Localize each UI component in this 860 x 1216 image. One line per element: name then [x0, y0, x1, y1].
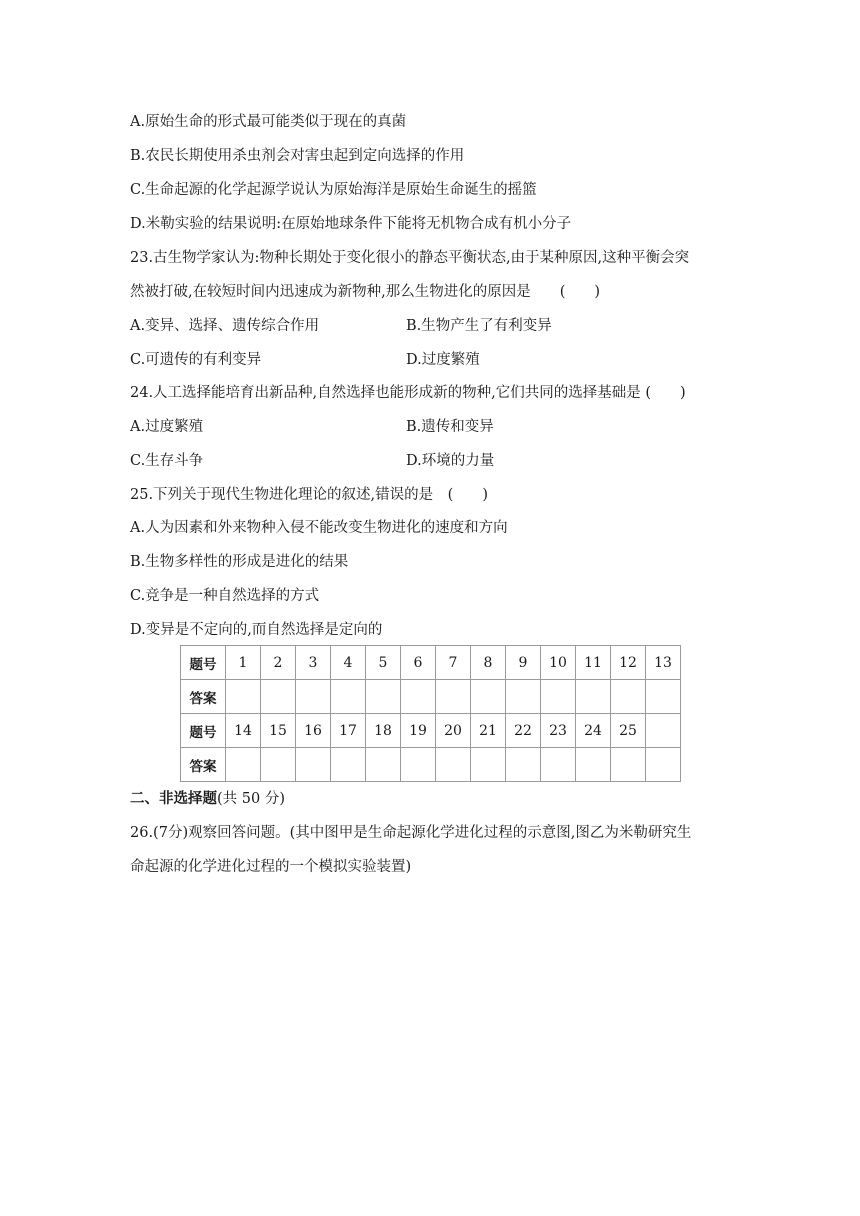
table-cell: 8: [471, 646, 506, 680]
answer-cell[interactable]: [261, 748, 296, 782]
answer-cell[interactable]: [366, 680, 401, 714]
table-cell: [646, 714, 681, 748]
answer-cell[interactable]: [261, 680, 296, 714]
table-cell: 16: [296, 714, 331, 748]
answer-cell[interactable]: [576, 748, 611, 782]
answer-cell[interactable]: [506, 680, 541, 714]
table-cell: 20: [436, 714, 471, 748]
option-line: D.环境的力量: [406, 453, 495, 469]
table-header-cell: 题号: [181, 646, 226, 680]
table-cell: 6: [401, 646, 436, 680]
question-24-text: 24.人工选择能培育出新品种,自然选择也能形成新的物种,它们共同的选择基础是 ( ): [130, 385, 686, 401]
table-cell: 23: [541, 714, 576, 748]
section-2-score: (共 50 分): [217, 791, 285, 807]
table-cell: 18: [366, 714, 401, 748]
table-cell: 11: [576, 646, 611, 680]
table-cell: 19: [401, 714, 436, 748]
answer-cell[interactable]: [401, 748, 436, 782]
table-cell: 4: [331, 646, 366, 680]
answer-cell[interactable]: [541, 748, 576, 782]
answer-cell[interactable]: [611, 680, 646, 714]
section-2-heading: [130, 789, 285, 809]
table-cell: 17: [331, 714, 366, 748]
answer-cell[interactable]: [506, 748, 541, 782]
option-line: C.生命起源的化学起源学说认为原始海洋是原始生命诞生的摇篮: [130, 182, 537, 198]
table-cell: 13: [646, 646, 681, 680]
table-row: [181, 680, 681, 714]
table-cell: 25: [611, 714, 646, 748]
table-cell: 10: [541, 646, 576, 680]
question-26-text: 26.(7分)观察回答问题。(其中图甲是生命起源化学进化过程的示意图,图乙为米勒研究生: [130, 825, 692, 841]
table-cell: 14: [226, 714, 261, 748]
option-line: A.原始生命的形式最可能类似于现在的真菌: [130, 114, 407, 130]
question-23-text: 23.古生物学家认为:物种长期处于变化很小的静态平衡状态,由于某种原因,这种平衡会突: [130, 250, 690, 266]
answer-cell[interactable]: [226, 748, 261, 782]
answer-cell[interactable]: [471, 748, 506, 782]
table-header-cell: 题号: [181, 714, 226, 748]
table-cell: 12: [611, 646, 646, 680]
table-header-cell: 答案: [181, 748, 226, 782]
option-line: B.生物产生了有利变异: [406, 318, 552, 334]
option-line: D.变异是不定向的,而自然选择是定向的: [130, 622, 383, 638]
table-cell: 15: [261, 714, 296, 748]
option-line: C.可遗传的有利变异: [130, 352, 262, 368]
question-25-text: 25.下列关于现代生物进化理论的叙述,错误的是 ( ): [130, 487, 488, 503]
answer-cell[interactable]: [331, 680, 366, 714]
option-line: B.遗传和变异: [406, 419, 494, 435]
option-line: B.农民长期使用杀虫剂会对害虫起到定向选择的作用: [130, 148, 465, 164]
answer-cell[interactable]: [541, 680, 576, 714]
table-row: [181, 646, 681, 680]
question-26-text-cont: 命起源的化学进化过程的一个模拟实验装置): [130, 859, 412, 875]
answer-cell[interactable]: [436, 748, 471, 782]
answer-cell[interactable]: [576, 680, 611, 714]
option-line: C.竞争是一种自然选择的方式: [130, 588, 320, 604]
answer-cell[interactable]: [296, 680, 331, 714]
table-cell: 2: [261, 646, 296, 680]
option-line: C.生存斗争: [130, 453, 204, 469]
answer-cell[interactable]: [296, 748, 331, 782]
option-line: A.人为因素和外来物种入侵不能改变生物进化的速度和方向: [130, 520, 508, 536]
answer-cell[interactable]: [226, 680, 261, 714]
answer-cell[interactable]: [611, 748, 646, 782]
answer-cell[interactable]: [646, 680, 681, 714]
table-cell: 7: [436, 646, 471, 680]
option-line: A.过度繁殖: [130, 419, 204, 435]
option-line: D.过度繁殖: [406, 352, 480, 368]
question-23-text-cont: 然被打破,在较短时间内迅速成为新物种,那么生物进化的原因是 ( ): [130, 284, 601, 300]
answer-table: [180, 645, 681, 782]
table-cell: 3: [296, 646, 331, 680]
answer-cell[interactable]: [646, 748, 681, 782]
table-cell: 22: [506, 714, 541, 748]
answer-cell[interactable]: [401, 680, 436, 714]
option-line: A.变异、选择、遗传综合作用: [130, 318, 320, 334]
section-2-title: 二、非选择题: [130, 791, 217, 807]
table-cell: 1: [226, 646, 261, 680]
table-cell: 9: [506, 646, 541, 680]
option-line: B.生物多样性的形成是进化的结果: [130, 554, 349, 570]
answer-cell[interactable]: [331, 748, 366, 782]
table-row: [181, 714, 681, 748]
table-cell: 5: [366, 646, 401, 680]
answer-cell[interactable]: [471, 680, 506, 714]
table-header-cell: 答案: [181, 680, 226, 714]
table-row: [181, 748, 681, 782]
answer-cell[interactable]: [436, 680, 471, 714]
table-cell: 24: [576, 714, 611, 748]
answer-cell[interactable]: [366, 748, 401, 782]
option-line: D.米勒实验的结果说明:在原始地球条件下能将无机物合成有机小分子: [130, 216, 572, 232]
table-cell: 21: [471, 714, 506, 748]
